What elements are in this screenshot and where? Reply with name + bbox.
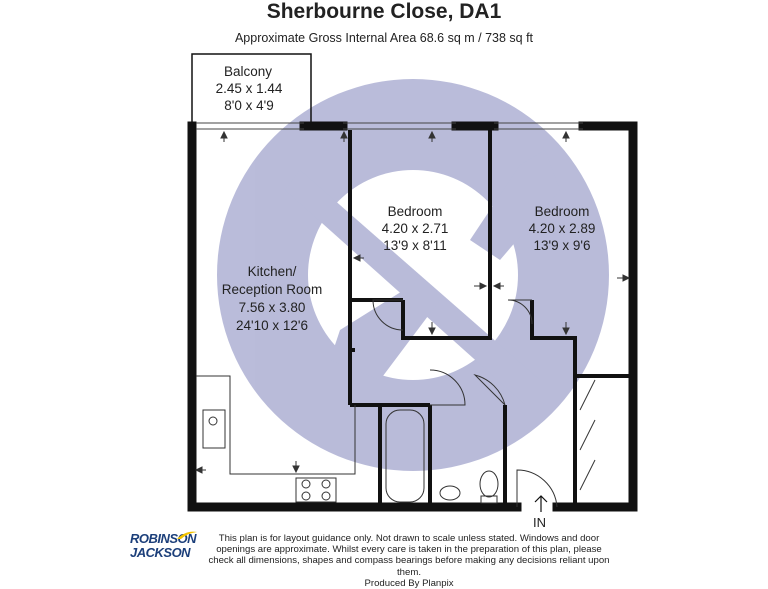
bedroom1-metric: 4.20 x 2.71 — [381, 221, 449, 236]
bedroom2-name: Bedroom — [534, 204, 590, 219]
balcony-imperial: 8'0 x 4'9 — [224, 98, 274, 113]
kitchen-metric: 7.56 x 3.80 — [238, 300, 306, 315]
logo-line2: JACKSON — [130, 545, 191, 560]
entrance-label: IN — [533, 515, 546, 530]
company-logo — [130, 532, 200, 560]
disclaimer — [208, 533, 610, 589]
balcony-metric: 2.45 x 1.44 — [215, 81, 283, 96]
produced-by: Produced By Planpix — [364, 577, 454, 589]
kitchen-name-line1: Kitchen/ — [247, 264, 297, 279]
entrance-arrow-icon — [535, 496, 547, 512]
bedroom1-imperial: 13'9 x 8'11 — [383, 238, 447, 253]
plan-subtitle: Approximate Gross Internal Area 68.6 sq m / 738 sq ft — [234, 31, 534, 45]
bedroom1-name: Bedroom — [387, 204, 443, 219]
logo-swoosh-icon — [176, 530, 198, 540]
bedroom2-imperial: 13'9 x 9'6 — [533, 238, 591, 253]
disclaimer-text: This plan is for layout guidance only. Not drawn to scale unless stated. Windows and door openings are approximate. Whilst every care is taken in the preparation of this plan, please check all dimensions, shapes and compass bearings before making any decisions reliant upon them. — [208, 533, 610, 578]
plan-title: Sherbourne Close, DA1 — [266, 0, 502, 23]
logo-line1: ROBINSON — [130, 531, 197, 546]
balcony-name: Balcony — [223, 64, 273, 79]
kitchen-name-line2: Reception Room — [221, 282, 323, 297]
bedroom2-metric: 4.20 x 2.89 — [528, 221, 596, 236]
kitchen-imperial: 24'10 x 12'6 — [236, 318, 308, 333]
